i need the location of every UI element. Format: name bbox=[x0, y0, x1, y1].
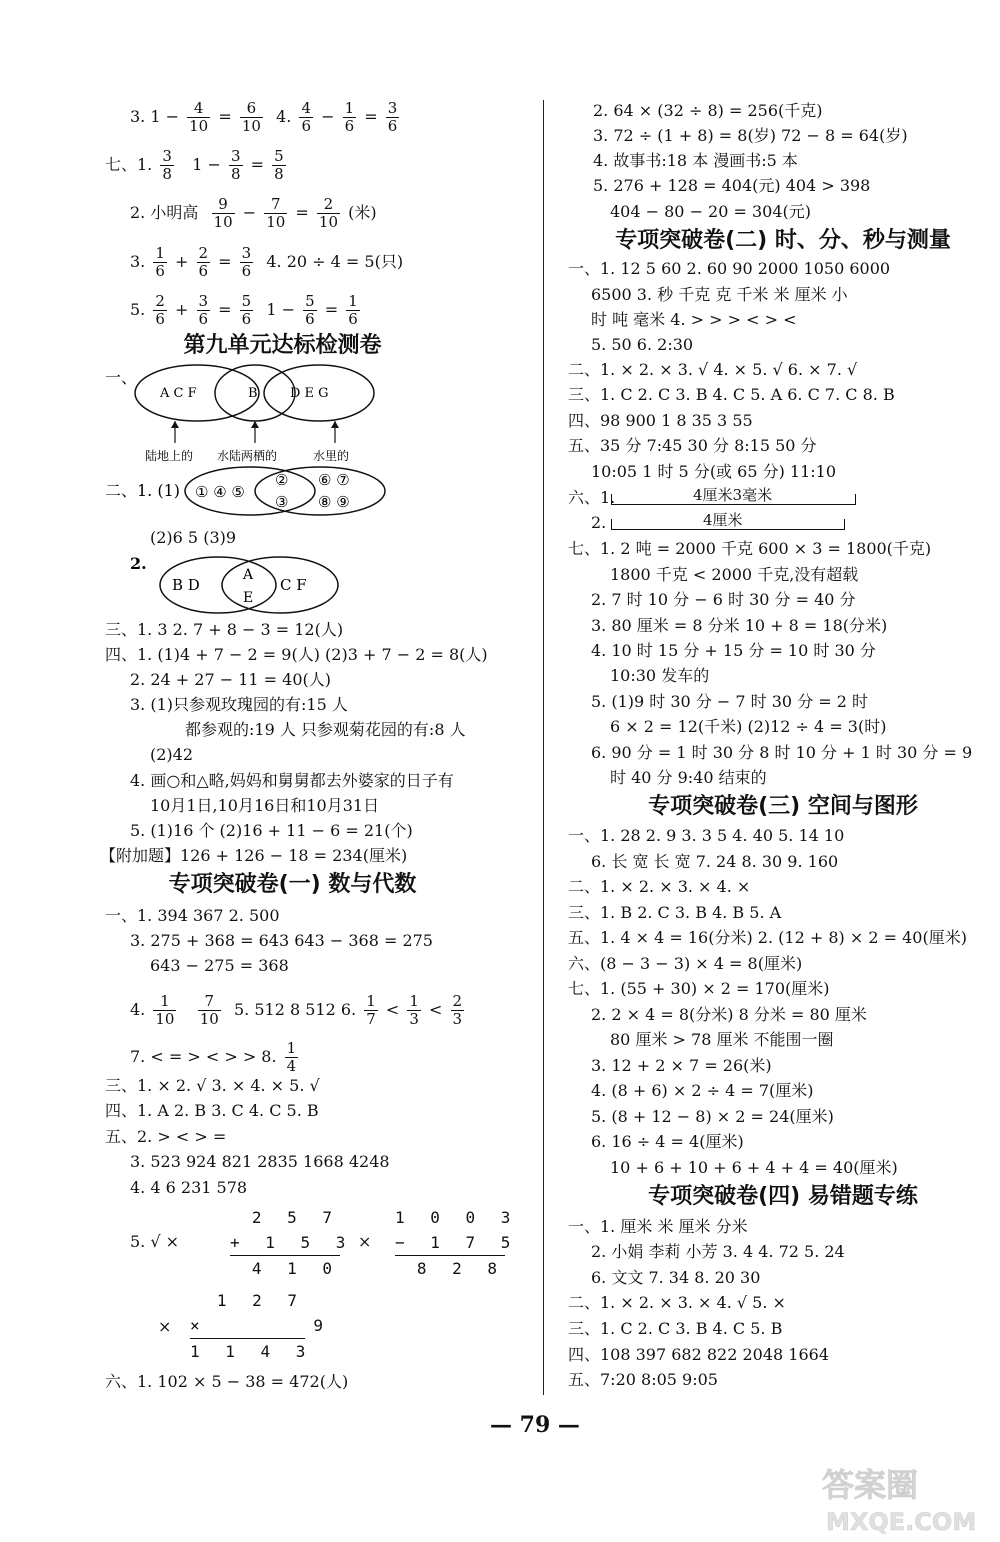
answer-line: 4. (8 + 6) × 2 ÷ 4 = 7(厘米) bbox=[591, 1081, 814, 1100]
answer-line: 3. 1 − $\frac{4}{10}$ = $\frac{6}{10}$ 4. $\frac{4}{6}$ − $\frac{1}{6}$ = $\frac{3}{6}$ bbox=[130, 99, 398, 135]
answer-line: 时 吨 毫米 4. > > > < > < bbox=[591, 310, 797, 329]
answer-line: 6 × 2 = 12(千米) (2)12 ÷ 4 = 3(时) bbox=[610, 717, 887, 736]
fraction: $\frac{5}{8}$ bbox=[274, 147, 284, 183]
answer-line: 3. 12 + 2 × 7 = 26(米) bbox=[591, 1056, 772, 1075]
section-heading: 专项突破卷(一) 数与代数 bbox=[168, 872, 417, 897]
answer-line: 10:30 发车的 bbox=[610, 666, 710, 685]
fraction: $\frac{2}{6}$ bbox=[198, 244, 209, 280]
section-heading: 专项突破卷(四) 易错题专练 bbox=[648, 1184, 918, 1209]
answer-line: 三、1. C 2. C 3. B 4. C 5. B bbox=[568, 1319, 783, 1338]
section-heading: 专项突破卷(三) 空间与图形 bbox=[648, 794, 918, 819]
answer-line: 4. 画○和△略,妈妈和舅舅都去外婆家的日子有 bbox=[130, 771, 454, 790]
venn-region-text: ① ④ ⑤ bbox=[195, 483, 245, 501]
answer-line: 一、1. 394 367 2. 500 bbox=[105, 906, 280, 925]
page-number: — 79 — bbox=[490, 1412, 580, 1438]
answer-line: × bbox=[158, 1317, 172, 1336]
answer-line: 2. 24 + 27 − 11 = 40(人) bbox=[130, 670, 332, 689]
answer-line: 4. 故事书:18 本 漫画书:5 本 bbox=[593, 151, 798, 170]
venn-caption: 水里的 bbox=[313, 449, 350, 463]
fraction: $\frac{2}{3}$ bbox=[452, 992, 463, 1028]
fraction: $\frac{4}{6}$ bbox=[301, 99, 311, 135]
answer-line: 都参观的:19 人 只参观菊花园的有:8 人 bbox=[185, 720, 466, 739]
fraction: $\frac{5}{6}$ bbox=[241, 292, 252, 328]
fraction: $\frac{7}{10}$ bbox=[199, 992, 219, 1028]
answer-line: 一、1. 12 5 60 2. 60 90 2000 1050 6000 bbox=[568, 259, 891, 278]
answer-line: 五、1. 4 × 4 = 16(分米) 2. (12 + 8) × 2 = 40(厘米) bbox=[568, 928, 967, 947]
answer-line: (2)6 5 (3)9 bbox=[150, 528, 237, 547]
answer-line: 6500 3. 秒 千克 克 千米 米 厘米 小 bbox=[591, 285, 848, 304]
answer-line: 10月1日,10月16日和10月31日 bbox=[150, 796, 380, 815]
answer-line: 5. 50 6. 2:30 bbox=[591, 335, 694, 354]
answer-line: 五、35 分 7:45 30 分 8:15 50 分 bbox=[568, 436, 817, 455]
answer-line: 七、1. $\frac{3}{8}$ 1 − $\frac{3}{8}$ = $\frac{5}{8}$ bbox=[105, 147, 284, 183]
answer-line: 404 − 80 − 20 = 304(元) bbox=[610, 202, 812, 221]
answer-line: 3. (1)只参观玫瑰园的有:15 人 bbox=[130, 695, 348, 714]
fraction: $\frac{1}{6}$ bbox=[344, 99, 355, 135]
fraction: $\frac{4}{10}$ bbox=[189, 99, 209, 135]
answer-line: 80 厘米 > 78 厘米 不能围一圈 bbox=[610, 1030, 834, 1049]
answer-line: 10:05 1 时 5 分(或 65 分) 11:10 bbox=[591, 462, 837, 481]
answer-line: 5. (1)9 时 30 分 − 7 时 30 分 = 2 时 bbox=[591, 692, 869, 711]
venn-region-text: C F bbox=[280, 576, 307, 594]
section-heading: 专项突破卷(二) 时、分、秒与测量 bbox=[615, 228, 951, 253]
fraction: $\frac{1}{6}$ bbox=[348, 292, 358, 328]
fraction: $\frac{6}{10}$ bbox=[241, 99, 261, 135]
answer-line: 3. 275 + 368 = 643 643 − 368 = 275 bbox=[130, 931, 433, 950]
answer-line: 4. 10 时 15 分 + 15 分 = 10 时 30 分 bbox=[591, 641, 876, 660]
answer-line: 5. (8 + 12 − 8) × 2 = 24(厘米) bbox=[591, 1107, 834, 1126]
answer-line: 六、(8 − 3 − 3) × 4 = 8(厘米) bbox=[568, 954, 803, 973]
answer-line: 三、1. × 2. √ 3. × 4. × 5. √ bbox=[105, 1076, 320, 1095]
answer-line: 五、7:20 8:05 9:05 bbox=[568, 1370, 718, 1389]
fraction: $\frac{1}{3}$ bbox=[409, 992, 419, 1028]
fraction: $\frac{2}{10}$ bbox=[318, 195, 338, 231]
venn-diagram-letters bbox=[130, 552, 430, 622]
section-heading: 第九单元达标检测卷 bbox=[183, 333, 382, 358]
answer-line: 四、108 397 682 822 2048 1664 bbox=[568, 1345, 830, 1364]
answer-line: 七、1. (55 + 30) × 2 = 170(厘米) bbox=[568, 979, 830, 998]
answer-line: 二、1. × 2. × 3. × 4. √ 5. × bbox=[568, 1293, 786, 1312]
answer-line: 二、1. × 2. × 3. × 4. × bbox=[568, 877, 751, 896]
answer-line: 2. bbox=[591, 513, 607, 532]
venn-region-text: D E G bbox=[290, 386, 329, 401]
fraction: $\frac{3}{6}$ bbox=[241, 244, 252, 280]
fraction: $\frac{3}{6}$ bbox=[387, 99, 398, 135]
fraction: $\frac{1}{6}$ bbox=[155, 244, 165, 280]
answer-line: 5. √ × bbox=[130, 1232, 180, 1251]
answer-line: 【附加题】126 + 126 − 18 = 234(厘米) bbox=[100, 846, 408, 865]
venn-circle bbox=[135, 365, 259, 421]
answer-line: 6. 文文 7. 34 8. 20 30 bbox=[591, 1268, 761, 1287]
answer-line: (2)42 bbox=[150, 745, 194, 764]
answer-line: 3. 72 ÷ (1 + 8) = 8(岁) 72 − 8 = 64(岁) bbox=[593, 126, 908, 145]
fraction: $\frac{5}{6}$ bbox=[305, 292, 315, 328]
answer-line: 四、1. A 2. B 3. C 4. C 5. B bbox=[105, 1101, 319, 1120]
answer-line: 一、1. 厘米 米 厘米 分米 bbox=[568, 1217, 748, 1236]
answer-line: 三、1. 3 2. 7 + 8 − 3 = 12(人) bbox=[105, 620, 344, 639]
answer-line: 五、2. > < > = bbox=[105, 1127, 227, 1146]
answer-line: 三、1. B 2. C 3. B 4. B 5. A bbox=[568, 903, 782, 922]
answer-line: 2. 7 时 10 分 − 6 时 30 分 = 40 分 bbox=[591, 590, 856, 609]
watermark-url: MXQE.COM bbox=[826, 1508, 977, 1536]
fraction: $\frac{1}{7}$ bbox=[366, 992, 376, 1028]
answer-line: 5. (1)16 个 (2)16 + 11 − 6 = 21(个) bbox=[130, 821, 413, 840]
venn-label: 2. bbox=[130, 554, 147, 573]
venn-region-text: ⑧ ⑨ bbox=[318, 493, 350, 511]
answer-line: 3. 80 厘米 = 8 分米 10 + 8 = 18(分米) bbox=[591, 616, 888, 635]
answer-line: 1800 千克 < 2000 千克,没有超载 bbox=[610, 565, 859, 584]
venn-region-text: ② bbox=[275, 471, 289, 489]
answer-line: 10 + 6 + 10 + 6 + 4 + 4 = 40(厘米) bbox=[610, 1158, 898, 1177]
fraction: $\frac{3}{8}$ bbox=[162, 147, 172, 183]
answer-line: 四、1. (1)4 + 7 − 2 = 9(人) (2)3 + 7 − 2 = 8(人) bbox=[105, 645, 488, 664]
answer-line: 一、1. 28 2. 9 3. 3 5 4. 40 5. 14 10 bbox=[568, 826, 845, 845]
answer-line: 6. 长 宽 长 宽 7. 24 8. 30 9. 160 bbox=[591, 852, 839, 871]
fraction: $\frac{3}{8}$ bbox=[230, 147, 241, 183]
answer-line: 2. 2 × 4 = 8(分米) 8 分米 = 80 厘米 bbox=[591, 1005, 867, 1024]
watermark-logo bbox=[812, 1462, 992, 1536]
venn-diagram-animals bbox=[105, 363, 435, 465]
venn-caption: 陆地上的 bbox=[145, 449, 194, 463]
answer-line: 7. < = > < > > 8. $\frac{1}{4}$ bbox=[130, 1039, 297, 1075]
fraction: $\frac{7}{10}$ bbox=[266, 195, 286, 231]
fraction: $\frac{3}{6}$ bbox=[198, 292, 209, 328]
answer-line: 3. 523 924 821 2835 1668 4248 bbox=[130, 1152, 390, 1171]
answer-line: 4. 4 6 231 578 bbox=[130, 1178, 248, 1197]
answer-line: 6. 16 ÷ 4 = 4(厘米) bbox=[591, 1132, 744, 1151]
answer-line: 5. 276 + 128 = 404(元) 404 > 398 bbox=[593, 176, 871, 195]
fraction: $\frac{1}{4}$ bbox=[286, 1039, 297, 1075]
answer-line: 3. $\frac{1}{6}$ + $\frac{2}{6}$ = $\frac{3}{6}$ 4. 20 ÷ 4 = 5(只) bbox=[130, 244, 404, 280]
venn-label: 一、 bbox=[105, 368, 138, 387]
answer-line: 643 − 275 = 368 bbox=[150, 956, 289, 975]
venn-region-text: E bbox=[243, 590, 254, 606]
answer-line: 六、1. bbox=[568, 488, 616, 507]
answer-line: 2. 小娟 李莉 小芳 3. 4 4. 72 5. 24 bbox=[591, 1242, 845, 1261]
venn-region-text: B D bbox=[172, 576, 200, 594]
column-divider bbox=[543, 100, 544, 1395]
venn-region-text: A C F bbox=[160, 386, 197, 401]
venn-region-text: ③ bbox=[275, 493, 289, 511]
watermark-text: 答案圈 bbox=[822, 1466, 919, 1504]
answer-line: 4. $\frac{1}{10}$ $\frac{7}{10}$ 5. 512 8 512 6. $\frac{1}{7}$ < $\frac{1}{3}$ < $\frac{2}{3}$ bbox=[130, 992, 463, 1028]
answer-line: 2. 64 × (32 ÷ 8) = 256(千克) bbox=[593, 101, 823, 120]
answer-line: 二、1. × 2. × 3. √ 4. × 5. √ 6. × 7. √ bbox=[568, 360, 858, 379]
venn-region-text: ⑥ ⑦ bbox=[318, 471, 350, 489]
fraction: $\frac{2}{6}$ bbox=[155, 292, 165, 328]
answer-line: 时 40 分 9:40 结束的 bbox=[610, 768, 767, 787]
answer-line: × bbox=[358, 1232, 372, 1251]
answer-line: 六、1. 102 × 5 − 38 = 472(人) bbox=[105, 1372, 349, 1391]
venn-caption: 水陆两栖的 bbox=[217, 449, 278, 463]
answer-line: 5. $\frac{2}{6}$ + $\frac{3}{6}$ = $\frac{5}{6}$ 1 − $\frac{5}{6}$ = $\frac{1}{6}$ bbox=[130, 292, 358, 328]
fraction: $\frac{9}{10}$ bbox=[213, 195, 233, 231]
answer-line: 6. 90 分 = 1 时 30 分 8 时 10 分 + 1 时 30 分 = 9 bbox=[591, 743, 973, 762]
answer-line: 三、1. C 2. C 3. B 4. C 5. A 6. C 7. C 8. B bbox=[568, 385, 895, 404]
segment-label: 4厘米 bbox=[703, 511, 743, 529]
venn-label: 二、1. (1) bbox=[105, 481, 181, 500]
venn-region-text: A bbox=[243, 567, 254, 583]
fraction: $\frac{1}{10}$ bbox=[155, 992, 175, 1028]
answer-line: 四、98 900 1 8 35 3 55 bbox=[568, 411, 753, 430]
vertical-subtraction: 1 0 0 3 − 1 7 5 8 2 8 bbox=[395, 1205, 505, 1281]
answer-line: 2. 小明高 $\frac{9}{10}$ − $\frac{7}{10}$ = $\frac{2}{10}$ (米) bbox=[130, 195, 377, 231]
vertical-addition: 2 5 7 + 1 5 3 4 1 0 bbox=[230, 1205, 340, 1281]
venn-region-text: B bbox=[248, 386, 258, 401]
segment-label: 4厘米3毫米 bbox=[693, 486, 773, 504]
answer-line: 七、1. 2 吨 = 2000 千克 600 × 3 = 1800(千克) bbox=[568, 539, 932, 558]
vertical-multiplication: 1 2 7 × 9 1 1 4 3 bbox=[190, 1288, 305, 1364]
